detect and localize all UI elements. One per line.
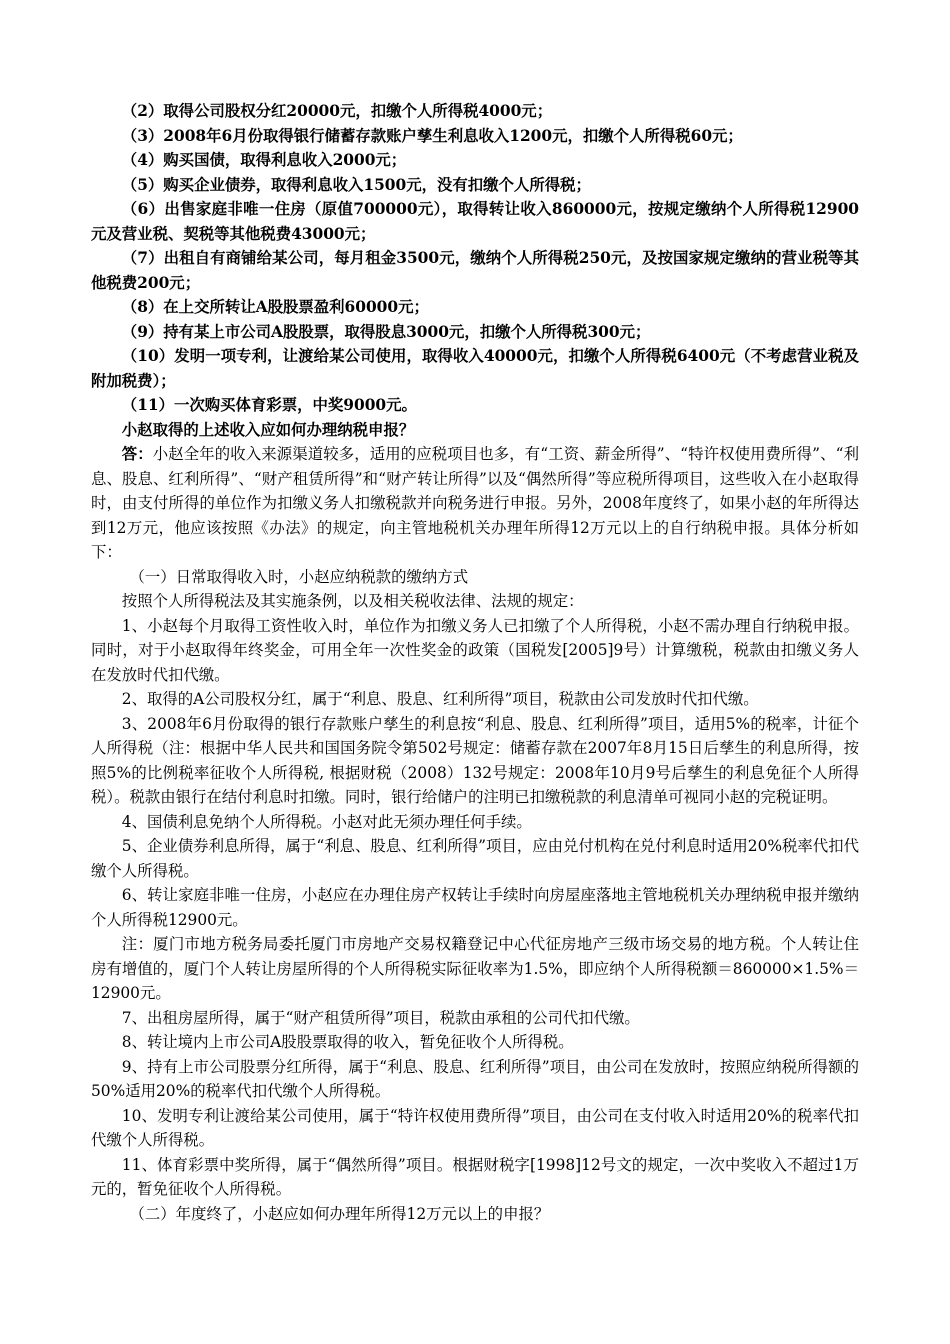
point-3: 3、2008年6月份取得的银行存款账户孳生的利息按“利息、股息、红利所得”项目，适用5%的税率，计征个人所得税（注：根据中华人民共和国国务院令第502号规定：储蓄存款在2007年8月15日后孳生的利息所得，按照5%的比例税率征收个人所得税, 根据财税（2008）132号规定：2008年10月9号后孳生的利息免征个人所得税）。税款由银行在结付利息时扣缴。同时，银行给储户的注明已扣缴税款的利息清单可视同小赵的完税证明。: [91, 714, 859, 806]
income-item-2: （2）取得公司股权分红20000元，扣缴个人所得税4000元；: [121, 102, 553, 120]
point-6-note: 注：厦门市地方税务局委托厦门市房地产交易权籍登记中心代征房地产三级市场交易的地方税。个人转让住房有增值的，厦门个人转让房屋所得的个人所得税实际征收率为1.5%，即应纳个人所得税额＝860000×1.5%＝12900元。: [91, 935, 859, 1002]
point-7: 7、出租房屋所得，属于“财产租赁所得”项目，税款由承租的公司代扣代缴。: [121, 1008, 640, 1027]
income-item-6: （6）出售家庭非唯一住房（原值700000元），取得转让收入860000元，按规定缴纳个人所得税12900元及营业税、契税等其他税费43000元；: [91, 200, 859, 243]
point-10: 10、发明专利让渡给某公司使用，属于“特许权使用费所得”项目，由公司在支付收入时适用20%的税率代扣代缴个人所得税。: [91, 1106, 859, 1149]
income-item-4: （4）购买国债，取得利息收入2000元；: [121, 151, 407, 169]
income-item-9: （9）持有某上市公司A股股票，取得股息3000元，扣缴个人所得税300元；: [121, 322, 651, 341]
point-9: 9、持有上市公司股票分红所得，属于“利息、股息、红利所得”项目，由公司在发放时，按照应纳税所得额的50%适用20%的税率代扣代缴个人所得税。: [91, 1057, 859, 1100]
point-2: 2、取得的A公司股权分红，属于“利息、股息、红利所得”项目，税款由公司发放时代扣代缴。: [121, 690, 759, 708]
section-1-intro: 按照个人所得税法及其实施条例，以及相关税收法律、法规的规定：: [121, 592, 584, 610]
income-item-7: （7）出租自有商铺给某公司，每月租金3500元，缴纳个人所得税250元，及按国家规定缴纳的营业税等其他税费200元；: [91, 249, 859, 292]
answer-paragraph: [91, 442, 859, 565]
point-6: 6、转让家庭非唯一住房，小赵应在办理住房产权转让手续时向房屋座落地主管地税机关办理纳税申报并缴纳个人所得税12900元。: [91, 886, 859, 929]
answer-label: 答：: [121, 445, 153, 463]
income-item-10: （10）发明一项专利，让渡给某公司使用，取得收入40000元，扣缴个人所得税6400元（不考虑营业税及附加税费）；: [91, 347, 859, 390]
income-item-5: （5）购买企业债券，取得利息收入1500元，没有扣缴个人所得税；: [121, 175, 591, 194]
point-11: 11、体育彩票中奖所得，属于“偶然所得”项目。根据财税字[1998]12号文的规定，一次中奖收入不超过1万元的，暂免征收个人所得税。: [91, 1155, 859, 1198]
point-5: 5、企业债券利息所得，属于“利息、股息、红利所得”项目，应由兑付机构在兑付利息时适用20%税率代扣代缴个人所得税。: [91, 837, 859, 880]
point-1: 1、小赵每个月取得工资性收入时，单位作为扣缴义务人已扣缴了个人所得税，小赵不需办理自行纳税申报。同时，对于小赵取得年终奖金，可用全年一次性奖金的政策（国税发[2005]9号）计算缴税，税款由扣缴义务人在发放时代扣代缴。: [91, 616, 859, 684]
document-body: [91, 99, 859, 1226]
answer-text: 小赵全年的收入来源渠道较多，适用的应税项目也多，有“工资、薪金所得”、“特许权使用费所得”、“利息、股息、红利所得”、“财产租赁所得”和“财产转让所得”以及“偶然所得”等应税所得项目，这些收入在小赵取得时，由支付所得的单位作为扣缴义务人扣缴税款并向税务进行申报。另外，2008年度终了，如果小赵的年所得达到12万元，他应该按照《办法》的规定，向主管地税机关办理年所得12万元以上的自行纳税申报。具体分析如下：: [91, 445, 859, 561]
income-item-3: （3）2008年6月份取得银行储蓄存款账户孳生利息收入1200元，扣缴个人所得税60元；: [121, 126, 743, 145]
question: 小赵取得的上述收入应如何办理纳税申报？: [121, 420, 415, 439]
section-1-title: （一）日常取得收入时，小赵应纳税款的缴纳方式: [129, 567, 469, 586]
point-8: 8、转让境内上市公司A股股票取得的收入，暂免征收个人所得税。: [121, 1033, 574, 1051]
section-2-title: （二）年度终了，小赵应如何办理年所得12万元以上的申报？: [129, 1204, 550, 1223]
income-item-8: （8）在上交所转让A股股票盈利60000元；: [121, 298, 429, 316]
point-4: 4、国债利息免纳个人所得税。小赵对此无须办理任何手续。: [121, 812, 532, 831]
income-item-11: （11）一次购买体育彩票，中奖9000元。: [121, 396, 417, 414]
